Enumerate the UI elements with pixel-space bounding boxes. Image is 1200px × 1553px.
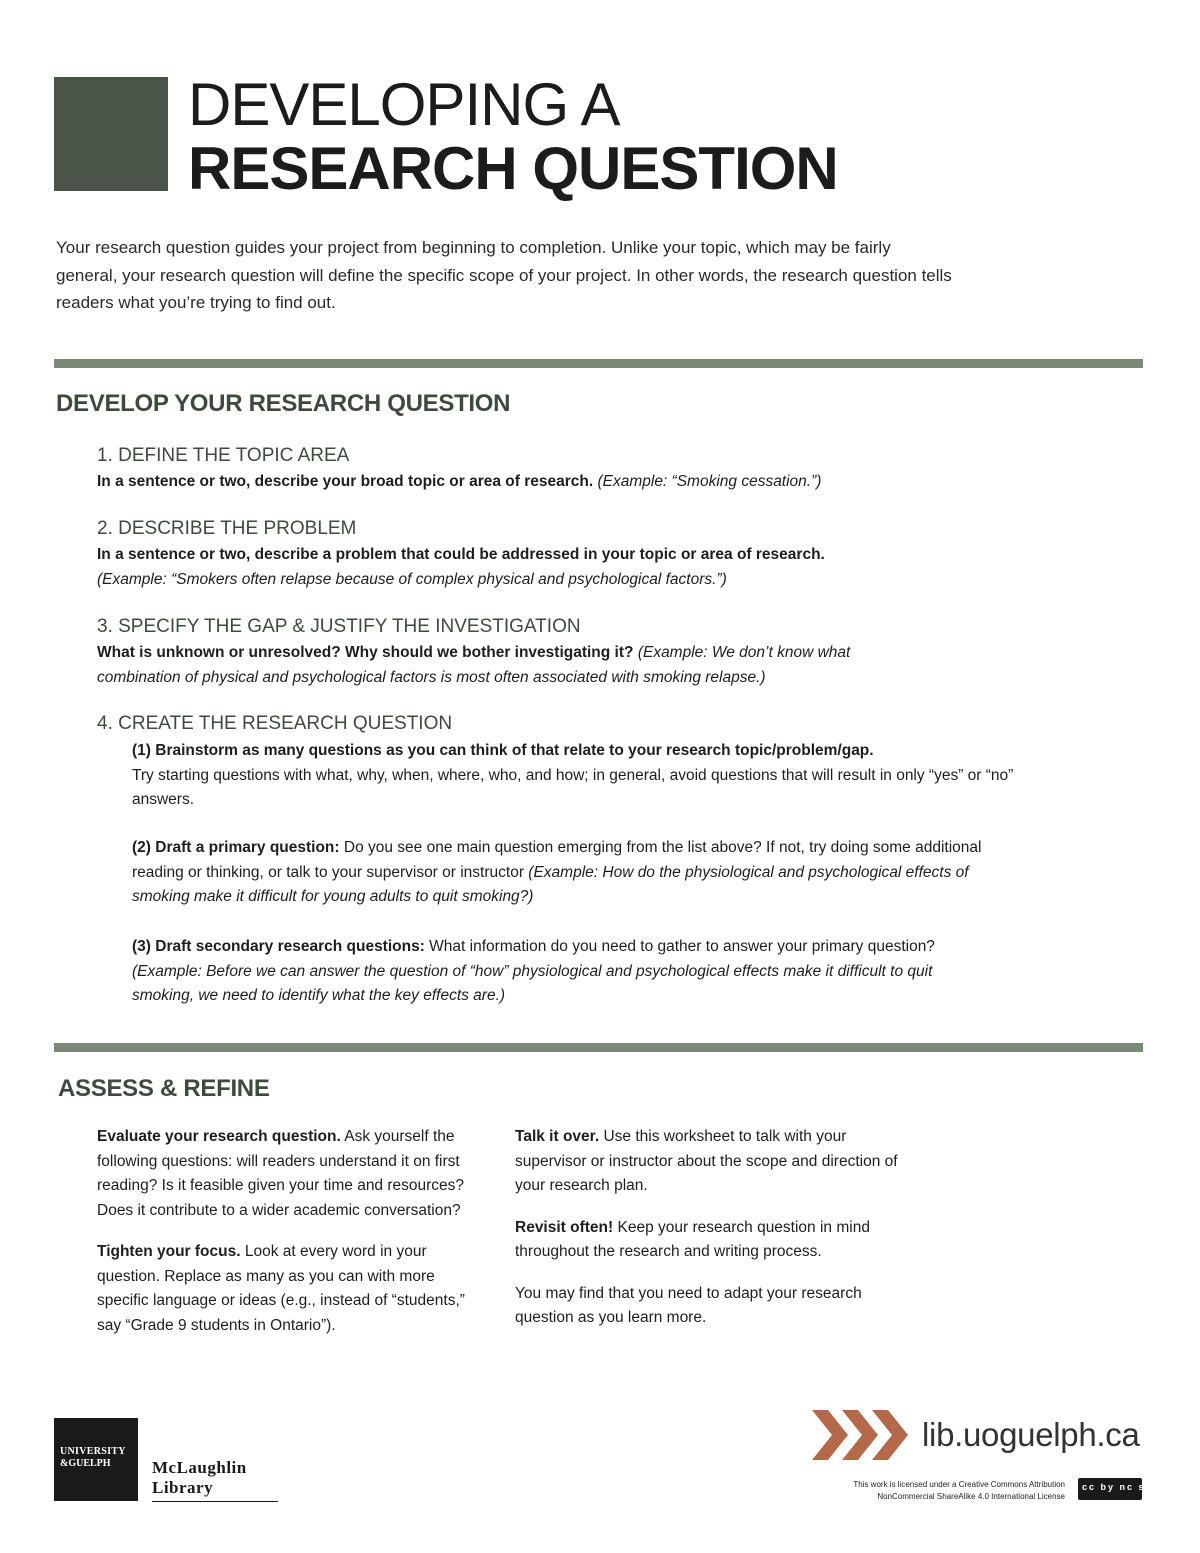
section-heading-assess: ASSESS & REFINE [58,1075,270,1102]
assess-tip-text: Use this worksheet to talk with your supervisor or instructor about the scope and direction of your research plan. [515,1128,898,1194]
step2-body [97,543,1097,592]
step4-sub1-text: Try starting questions with what, why, when, where, who, and how; in general, avoid questions that will result in only “yes” or “no” answers. [132,766,1014,808]
logo-text-line1: UNIVERSITY [60,1446,126,1457]
step4-sub2 [132,836,1002,910]
section-heading-develop: DEVELOP YOUR RESEARCH QUESTION [56,390,511,417]
assess-tip-label: Evaluate your research question. [97,1128,341,1145]
step4-sub3-bold: (3) Draft secondary research questions: [132,938,425,955]
chevron-arrows-icon [812,1410,912,1460]
library-wordmark-line2: Library [152,1478,214,1497]
assess-tip [515,1125,915,1199]
step4-title: 4. CREATE THE RESEARCH QUESTION [97,713,453,734]
creative-commons-badge-icon[interactable] [1078,1478,1153,1500]
step2-title: 2. DESCRIBE THE PROBLEM [97,518,357,539]
step2-instruction: In a sentence or two, describe a problem that could be addressed in your topic or area of research. [97,546,825,563]
step4-sub2-example: (Example: How do the physiological and psychological effects of smoking make it difficult for young adults to quit smoking?) [132,863,969,905]
step4-sub3-example: (Example: Before we can answer the question of “how” physiological and psychological effects make it difficult to quit smoking, we need to identify what the key effects are.) [132,962,933,1004]
license-line2: NonCommercial ShareAlike 4.0 International License [877,1492,1065,1501]
step4-sub1 [132,739,1022,813]
assess-tip [515,1216,915,1265]
assess-tip [515,1282,915,1331]
step3-title: 3. SPECIFY THE GAP & JUSTIFY THE INVESTIGATION [97,616,581,637]
assess-tip-text: Look at every word in your question. Replace as many as you can with more specific language or ideas (e.g., instead of “students,” say “Grade 9 students in Ontario”). [97,1243,465,1334]
assess-tip-label: Tighten your focus. [97,1243,241,1260]
step2-example: (Example: “Smokers often relapse because of complex physical and psychological factors.”) [97,570,727,588]
section-divider [54,359,1143,368]
assess-right-column [515,1125,915,1348]
mclaughlin-library-wordmark [152,1458,278,1502]
assess-tip-text: Ask yourself the following questions: will readers understand it on first reading? Is it feasible given your time and resources? Does it contribute to a wider academic conversation? [97,1128,465,1219]
assess-tip [97,1240,489,1338]
library-url-link[interactable]: lib.uoguelph.ca [922,1416,1140,1453]
step3-instruction: What is unknown or unresolved? Why should we bother investigating it? [97,644,634,661]
license-notice [770,1479,1065,1503]
assess-tip-text: You may find that you need to adapt your research question as you learn more. [515,1284,862,1326]
step4-sub3 [132,935,947,1009]
step4-sub2-text: Do you see one main question emerging from the list above? If not, try doing some additional reading or thinking, or talk to your supervisor or instructor [132,839,982,881]
step4-sub2-bold: (2) Draft a primary question: [132,839,340,856]
step3-example: (Example: We don’t know what combination of physical and psychological factors is most often associated with smoking relapse.) [97,644,851,686]
assess-left-column [97,1125,489,1355]
step3-body [97,641,932,690]
page-title-line2: RESEARCH QUESTION [188,135,838,202]
cc-badge-label: cc by nc sa [1082,1482,1153,1492]
section-divider [54,1043,1143,1052]
license-line1: This work is licensed under a Creative Commons Attribution [853,1480,1065,1489]
intro-paragraph: Your research question guides your project from beginning to completion. Unlike your topic, which may be fairly general, your research question will define the specific scope of your project. In other words, the research question tells readers what you’re trying to find out. [56,238,952,312]
step1-example: (Example: “Smoking cessation.”) [597,473,822,490]
step1-instruction: In a sentence or two, describe your broad topic or area of research. [97,473,594,490]
step1-title: 1. DEFINE THE TOPIC AREA [97,445,350,466]
assess-tip-label: Revisit often! [515,1218,614,1236]
header-square-graphic [54,77,168,191]
assess-tip-label: Talk it over. [515,1128,600,1145]
page-title-line1: DEVELOPING A [188,71,620,138]
step4-sub1-bold: (1) Brainstorm as many questions as you can think of that relate to your research topic/problem/gap. [132,742,874,759]
step1-body [97,470,1097,495]
logo-text-line2: &GUELPH [60,1458,111,1469]
assess-tip-text: Keep your research question in mind throughout the research and writing process. [515,1218,870,1260]
step4-sub3-text: What information do you need to gather to answer your primary question? [424,938,935,955]
library-wordmark-line1: McLaughlin [152,1458,247,1477]
university-of-guelph-logo [54,1418,138,1501]
assess-tip [97,1125,489,1223]
